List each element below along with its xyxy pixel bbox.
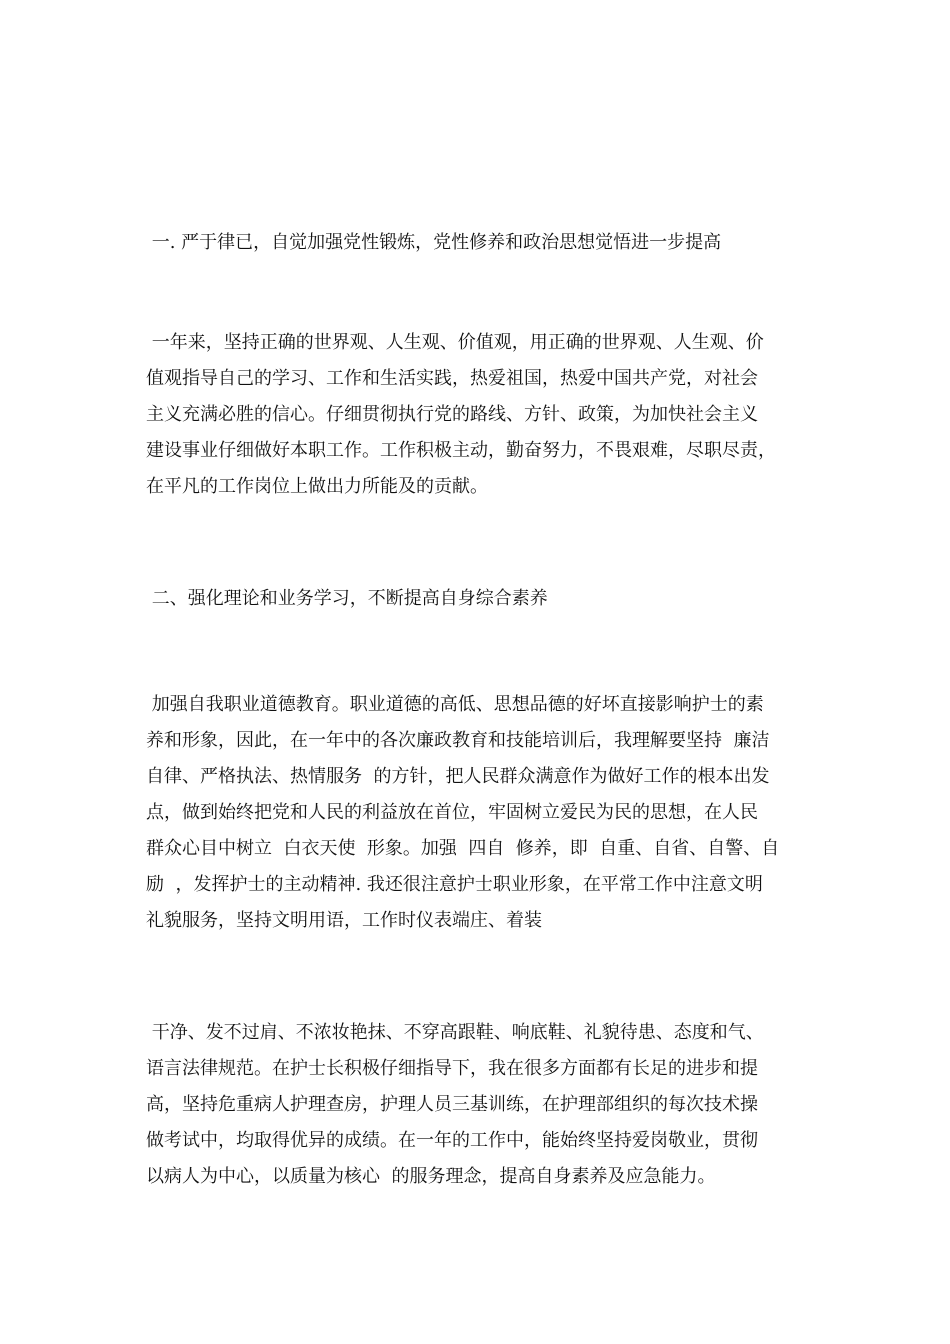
paragraph-line: 语言法律规范。在护士长积极仔细指导下，我在很多方面都有长足的进步和提 [146, 1058, 758, 1079]
paragraph-line: 励 ，发挥护士的主动精神. 我还很注意护士职业形象，在平常工作中注意文明 [146, 874, 763, 895]
paragraph-line: 建设事业仔细做好本职工作。工作积极主动，勤奋努力，不畏艰难，尽职尽责， [146, 440, 776, 461]
paragraph-line: 干净、发不过肩、不浓妆艳抹、不穿高跟鞋、响底鞋、礼貌待患、态度和气、 [146, 1022, 764, 1043]
section-1-heading: 一. 严于律已，自觉加强党性锻炼，党性修养和政治思想觉悟进一步提高 [146, 232, 722, 253]
paragraph-line: 群众心目中树立 白衣天使 形象。加强 四自 修养，即 自重、自省、自警、自 [146, 838, 780, 859]
paragraph-line: 值观指导自己的学习、工作和生活实践，热爱祖国，热爱中国共产党，对社会 [146, 368, 758, 389]
paragraph-line: 主义充满必胜的信心。仔细贯彻执行党的路线、方针、政策，为加快社会主义 [146, 404, 758, 425]
paragraph-line: 高，坚持危重病人护理查房，护理人员三基训练，在护理部组织的每次技术操 [146, 1094, 758, 1115]
paragraph-line: 一年来，坚持正确的世界观、人生观、价值观，用正确的世界观、人生观、价 [146, 332, 764, 353]
section-2-heading: 二、强化理论和业务学习，不断提高自身综合素养 [146, 588, 548, 609]
paragraph-line: 加强自我职业道德教育。职业道德的高低、思想品德的好坏直接影响护士的素 [146, 694, 764, 715]
paragraph-line: 礼貌服务，坚持文明用语，工作时仪表端庄、着装 [146, 910, 542, 931]
paragraph-line: 自律、严格执法、热情服务 的方针，把人民群众满意作为做好工作的根本出发 [146, 766, 770, 787]
paragraph-line: 在平凡的工作岗位上做出力所能及的贡献。 [146, 476, 488, 497]
paragraph-line: 以病人为中心，以质量为核心 的服务理念，提高自身素养及应急能力。 [146, 1166, 716, 1187]
paragraph-line: 做考试中，均取得优异的成绩。在一年的工作中，能始终坚持爱岗敬业，贯彻 [146, 1130, 758, 1151]
paragraph-line: 点，做到始终把党和人民的利益放在首位，牢固树立爱民为民的思想，在人民 [146, 802, 758, 823]
paragraph-line: 养和形象，因此，在一年中的各次廉政教育和技能培训后，我理解要坚持 廉洁 [146, 730, 770, 751]
